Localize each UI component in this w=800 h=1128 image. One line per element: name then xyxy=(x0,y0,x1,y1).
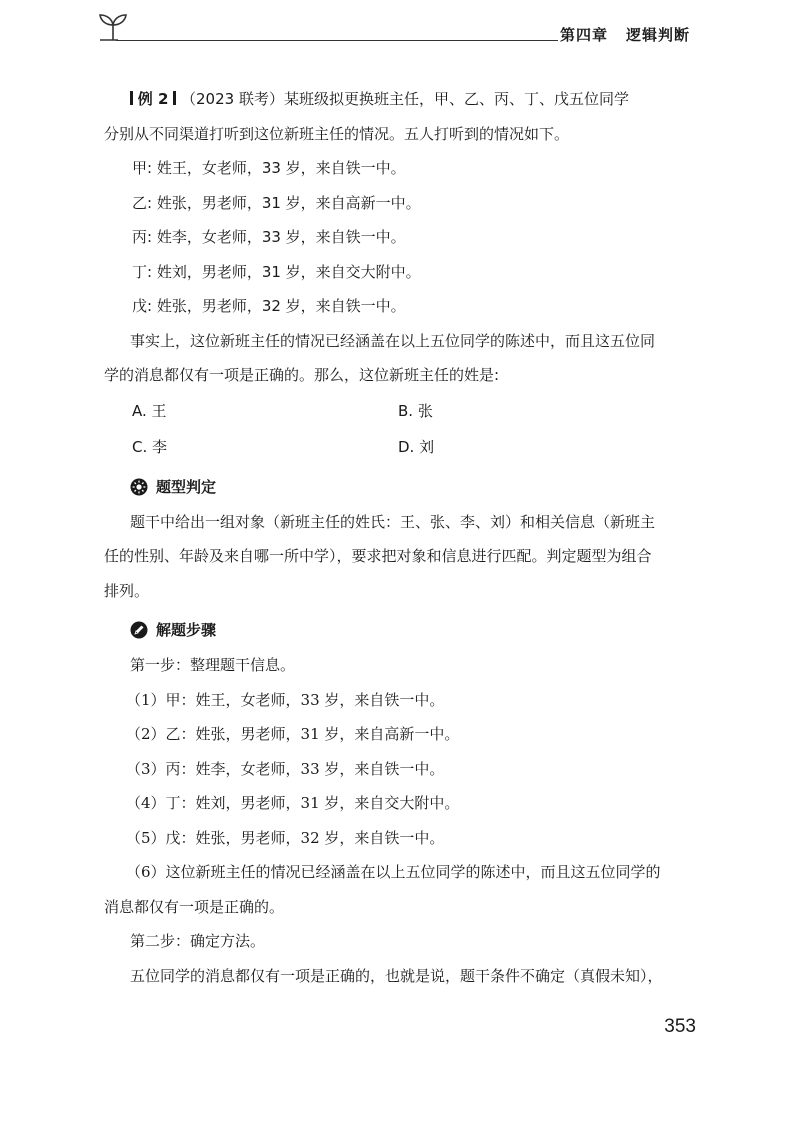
option-b: B. 张 xyxy=(398,401,433,420)
step-item: （1）甲：姓王，女老师，33 岁，来自铁一中。 xyxy=(126,690,445,709)
statement-item: 甲: 姓王，女老师，33 岁，来自铁一中。 xyxy=(132,159,406,177)
option-a: A. 王 xyxy=(132,401,167,420)
step-item-6-line-2: 消息都仅有一项是正确的。 xyxy=(104,897,285,916)
statement-item: 丙: 姓李，女老师，33 岁，来自铁一中。 xyxy=(132,228,406,246)
page-number: 353 xyxy=(664,1016,696,1037)
example-heading xyxy=(130,82,696,117)
steps-section-heading xyxy=(130,612,696,648)
option-d: D. 刘 xyxy=(398,437,435,456)
fact-line-2: 学的消息都仅有一项是正确的。那么，这位新班主任的姓是: xyxy=(104,366,500,384)
step-2-heading: 第二步：确定方法。 xyxy=(130,932,266,950)
option-c: C. 李 xyxy=(132,437,168,456)
question-line-1: 某班级拟更换班主任，甲、乙、丙、丁、戊五位同学 xyxy=(283,90,629,108)
steps-section-title: 解题步骤 xyxy=(156,621,217,639)
section-label: 逻辑判断 xyxy=(625,26,690,44)
bracket-bar-left xyxy=(130,91,133,105)
fact-line-1: 事实上，这位新班主任的情况已经涵盖在以上五位同学的陈述中，而且这五位同 xyxy=(130,331,656,350)
pencil-circle-icon xyxy=(130,621,148,639)
statement-item: 戊: 姓张，男老师，32 岁，来自铁一中。 xyxy=(132,297,406,315)
step-item: （2）乙：姓张，男老师，31 岁，来自高新一中。 xyxy=(126,725,460,743)
example-label: 例 2 xyxy=(137,90,169,108)
step-item: （3）丙：姓李，女老师，33 岁，来自铁一中。 xyxy=(126,759,445,778)
sprout-icon xyxy=(96,10,130,44)
type-line: 题干中给出一组对象（新班主任的姓氏：王、张、李、刘）和相关信息（新班主 xyxy=(130,512,656,531)
step-1-heading: 第一步：整理题干信息。 xyxy=(130,656,296,674)
step-2-text: 五位同学的消息都仅有一项是正确的，也就是说，题干条件不确定（真假未知）， xyxy=(130,966,663,985)
sun-icon xyxy=(130,478,148,496)
type-line: 任的性别、年龄及来自哪一所中学），要求把对象和信息进行匹配。判定题型为组合 xyxy=(104,547,652,565)
answer-options xyxy=(130,393,696,465)
step-item: （5）戊：姓张，男老师，32 岁，来自铁一中。 xyxy=(126,828,445,847)
step-item-6-line-1: （6）这位新班主任的情况已经涵盖在以上五位同学的陈述中，而且这五位同学的 xyxy=(126,863,661,881)
step-item: （4）丁：姓刘，男老师，31 岁，来自交大附中。 xyxy=(126,794,460,812)
header-rule xyxy=(116,40,558,41)
example-source: （2023 联考） xyxy=(181,90,284,108)
bracket-bar-right xyxy=(173,91,176,105)
chapter-label: 第四章 xyxy=(559,26,608,44)
page-content xyxy=(104,82,696,993)
statement-item: 乙: 姓张，男老师，31 岁，来自高新一中。 xyxy=(132,193,421,212)
type-section-title: 题型判定 xyxy=(156,477,217,496)
header-title xyxy=(560,24,690,45)
page-header xyxy=(96,10,696,50)
question-line-2: 分别从不同渠道打听到这位新班主任的情况。五人打听到的情况如下。 xyxy=(104,124,570,143)
statement-item: 丁: 姓刘，男老师，31 岁，来自交大附中。 xyxy=(132,262,421,281)
type-section-heading xyxy=(130,469,696,505)
type-line: 排列。 xyxy=(104,581,150,600)
